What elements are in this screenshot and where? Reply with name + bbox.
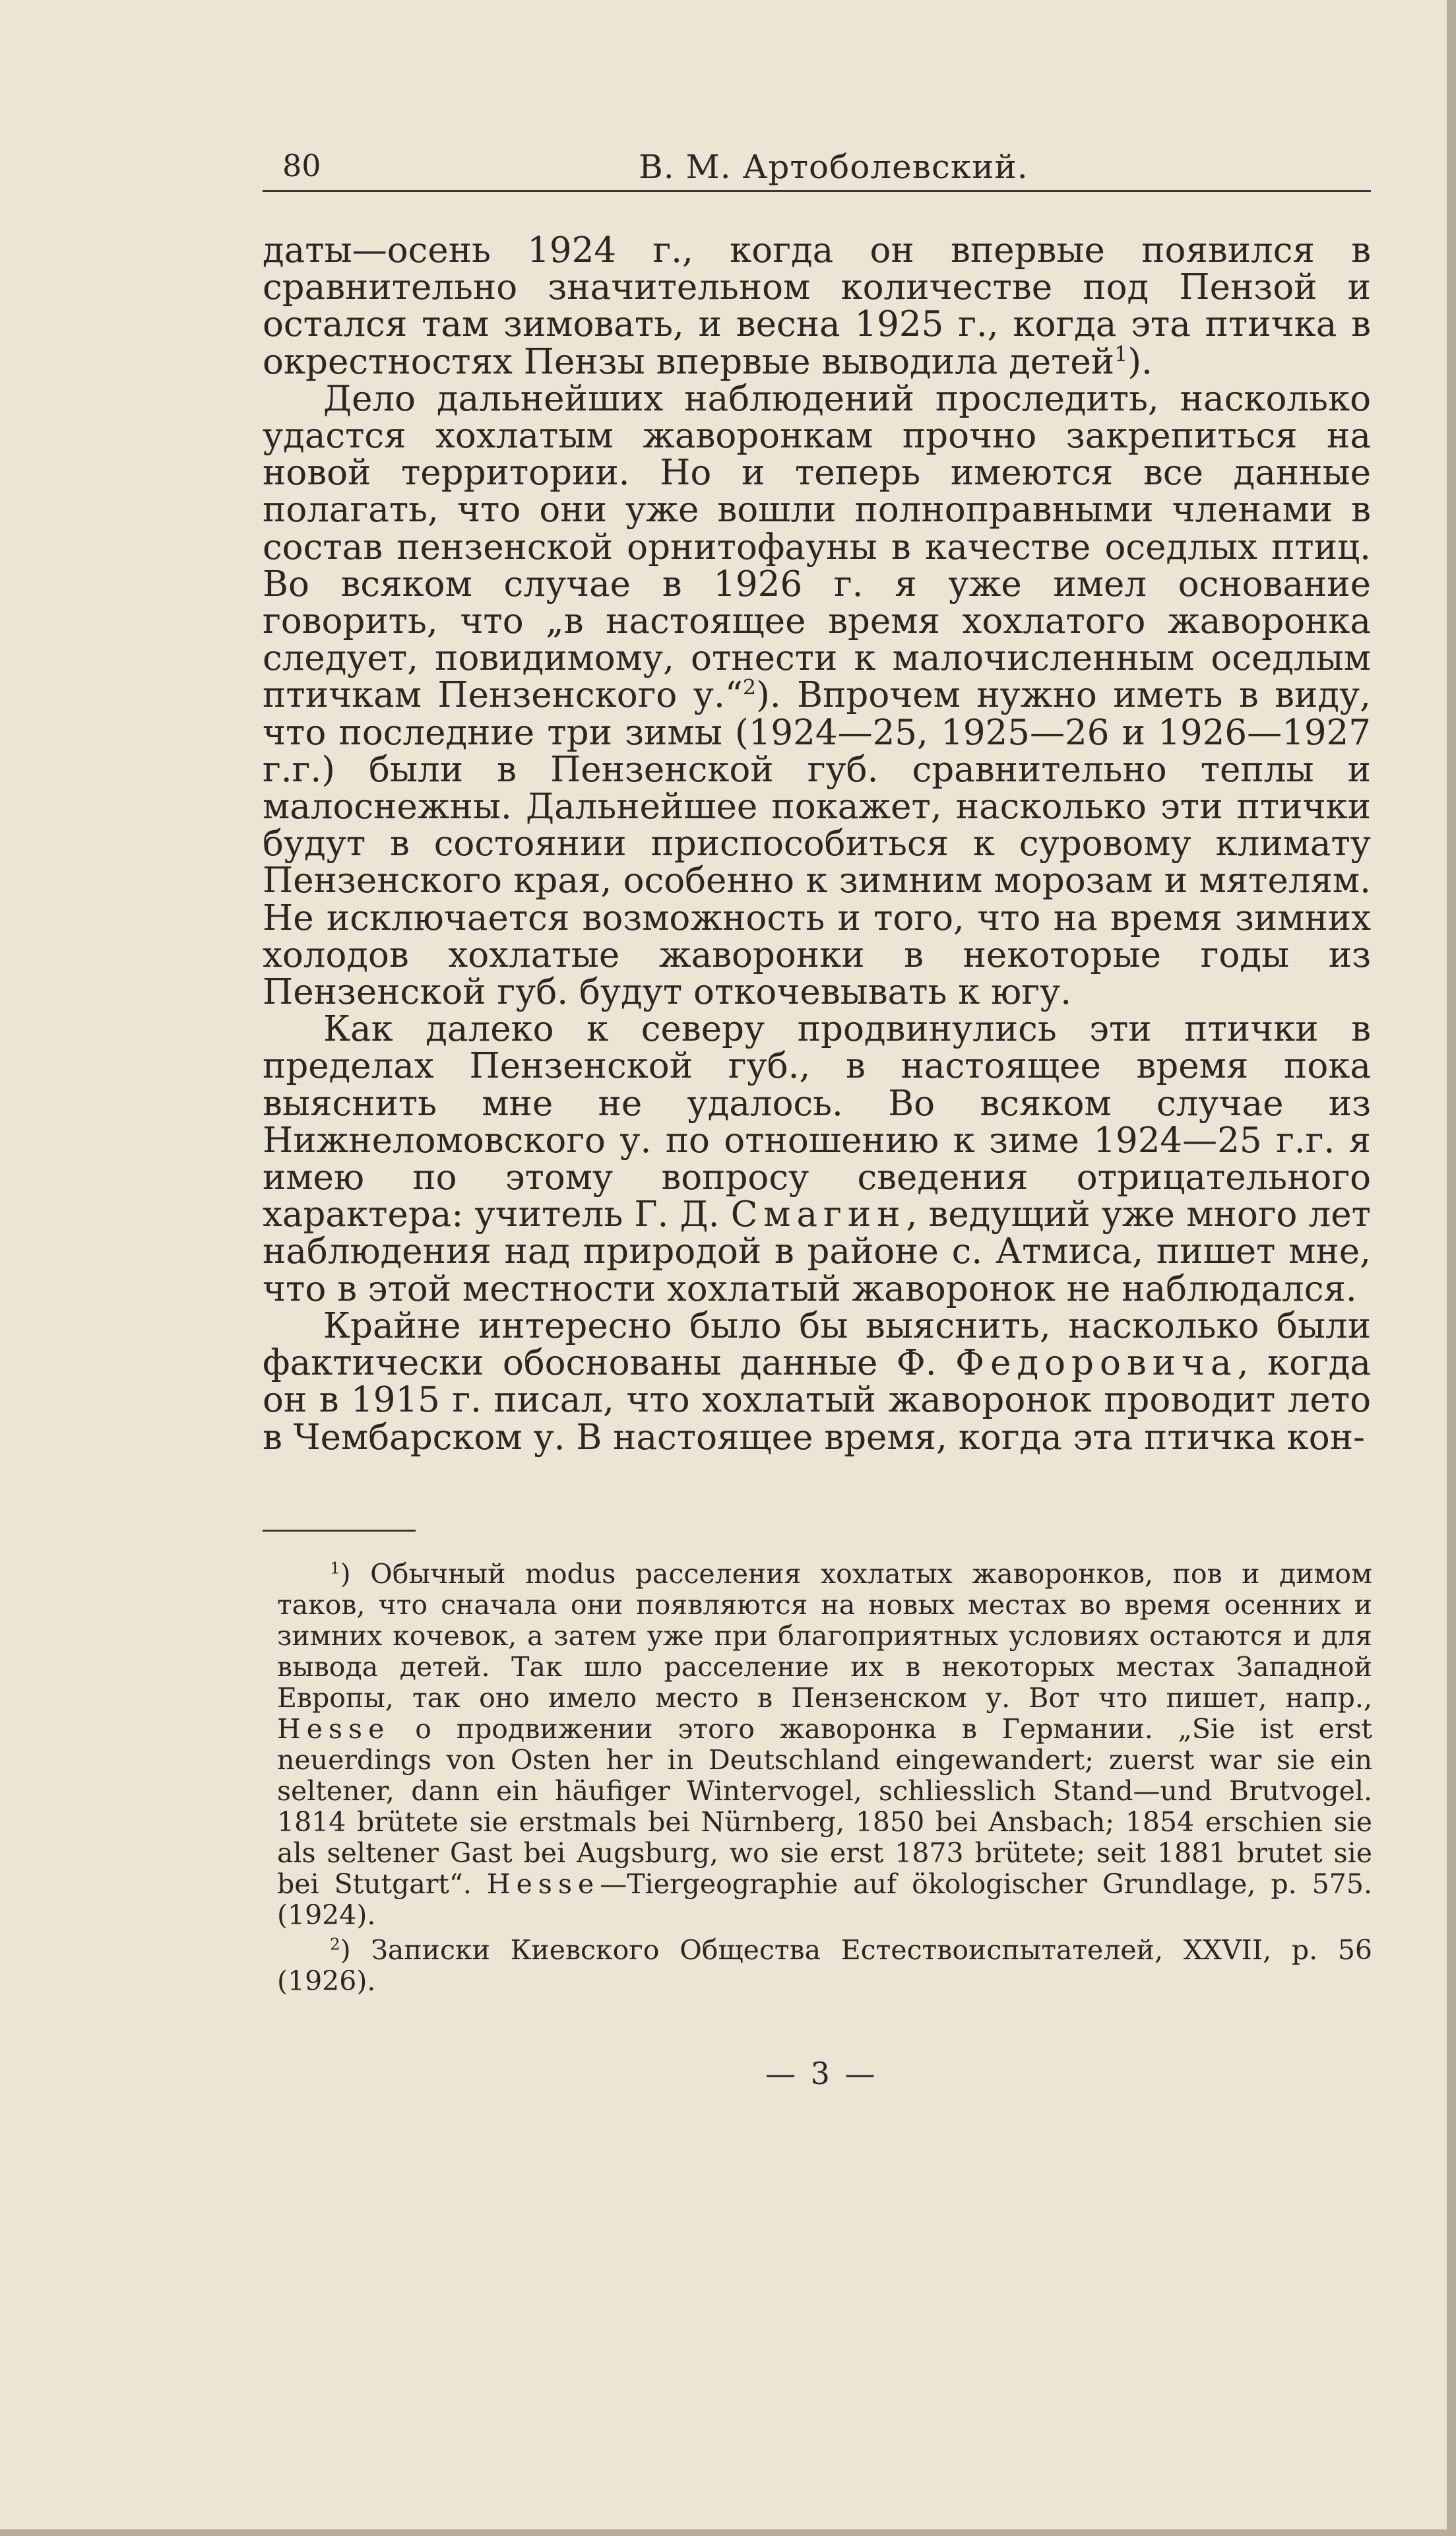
person-name: Hesse [486,1868,600,1900]
person-name: Hesse [277,1713,391,1745]
paragraph: Крайне интересно было бы выяснить, насколько были фактически обоснованы данные Ф. Федоровича, когда он в 1915 г. писал, что хохлатый жаворонок проводит лето в Чембарском у. В настоящее время, когда эта птичка кон- [263,1305,1371,1458]
paragraph: Как далеко к северу продвинулись эти птички в пределах Пензенской губ., в настоящее время пока выяснить мне не удалось. Во всяком случае из Нижнеломовского у. по отношению к зиме 1924—25 г.г. я имею по этому вопросу сведения отрицательного характера: учитель Г. Д. Смагин, ведущий уже много лет наблюдения над природой в районе с. Атмиса, пишет мне, что в этой местности хохлатый жаворонок не наблюдался. [263,1009,1371,1309]
footnote-rule [263,1530,416,1532]
running-head: В. М. Артоболевский. [639,148,1029,186]
signature-mark: — 3 — [765,2056,878,2091]
page-header [263,144,1371,192]
footnote-mark: 2 [330,1934,340,1954]
footnotes [277,1559,1372,1997]
page-edge-bottom [0,2529,1456,2536]
paragraph: Дело дальнейших наблюдений проследить, насколько удастся хохлатым жаворонкам прочно закрепиться на новой территории. Но и теперь имеются все данные полагать, что они уже вошли полноправными членами в состав пензенской орнитофауны в качестве оседлых птиц. Во всяком случае в 1926 г. я уже имел основание говорить, что „в настоящее время хохлатого жаворонка следует, повидимому, отнести к малочисленным оседлым птичкам Пензенского у.“$^2$). Впрочем нужно иметь в виду, что последние три зимы (1924—25, 1925—26 и 1926—1927 г.г.) были в Пензенской губ. сравнительно теплы и малоснежны. Дальнейшее покажет, насколько эти птички будут в состоянии приспособиться к суровому климату Пензенского края, особенно к зимним морозам и мятелям. Не исключается возможность и того, что на время зимних холодов хохлатые жаворонки в некоторые годы из Пензенской губ. будут откочевывать к югу. [263,378,1371,1013]
page-edge-right [1447,0,1456,2536]
footnote-mark: 1 [330,1558,340,1578]
footnote: $^2$) Записки Киевского Общества Естествоиспытателей, XXVII, p. 56 (1926). [277,1934,1372,1997]
footnote-ref: 2 [742,675,757,700]
footnote-ref: 1 [1114,341,1128,366]
body-text [263,232,1371,1456]
footnote: $^1$) Обычный modus расселения хохлатых жаворонков, пов и димом таков, что сначала они появляются на новых местах во время осенних и зимних кочевок, а затем уже при благоприятных условиях остаются и для вывода детей. Так шло расселение их в некоторых местах Западной Европы, так оно имело место в Пензенском у. Вот что пишет, напр., Hesse о продвижении этого жаворонка в Германии. „Sie ist erst neuerdings von Osten her in Deutschland eingewandert; zuerst war sie ein seltener, dann ein häufiger Wintervogel, schliesslich Stand—und Brutvogel. 1814 brütete sie erstmals bei Nürnberg, 1850 bei Ansbach; 1854 erschien sie als seltener Gast bei Augsburg, wo sie erst 1873 brütete; seit 1881 brutet sie bei Stutgart“. Hesse—Tiergeographie auf ökologischer Grundlage, p. 575. (1924). [277,1558,1372,1931]
person-name: Смагин [730,1194,906,1235]
page-number: 80 [282,148,321,183]
paragraph: даты—осень 1924 г., когда он впервые появился в сравнительно значительном количестве под Пензой и остался там зимовать, и весна 1925 г., когда эта птичка в окрестностях Пензы впервые выводила детей$^1$). [263,230,1371,382]
person-name: Федоровича [955,1343,1238,1384]
